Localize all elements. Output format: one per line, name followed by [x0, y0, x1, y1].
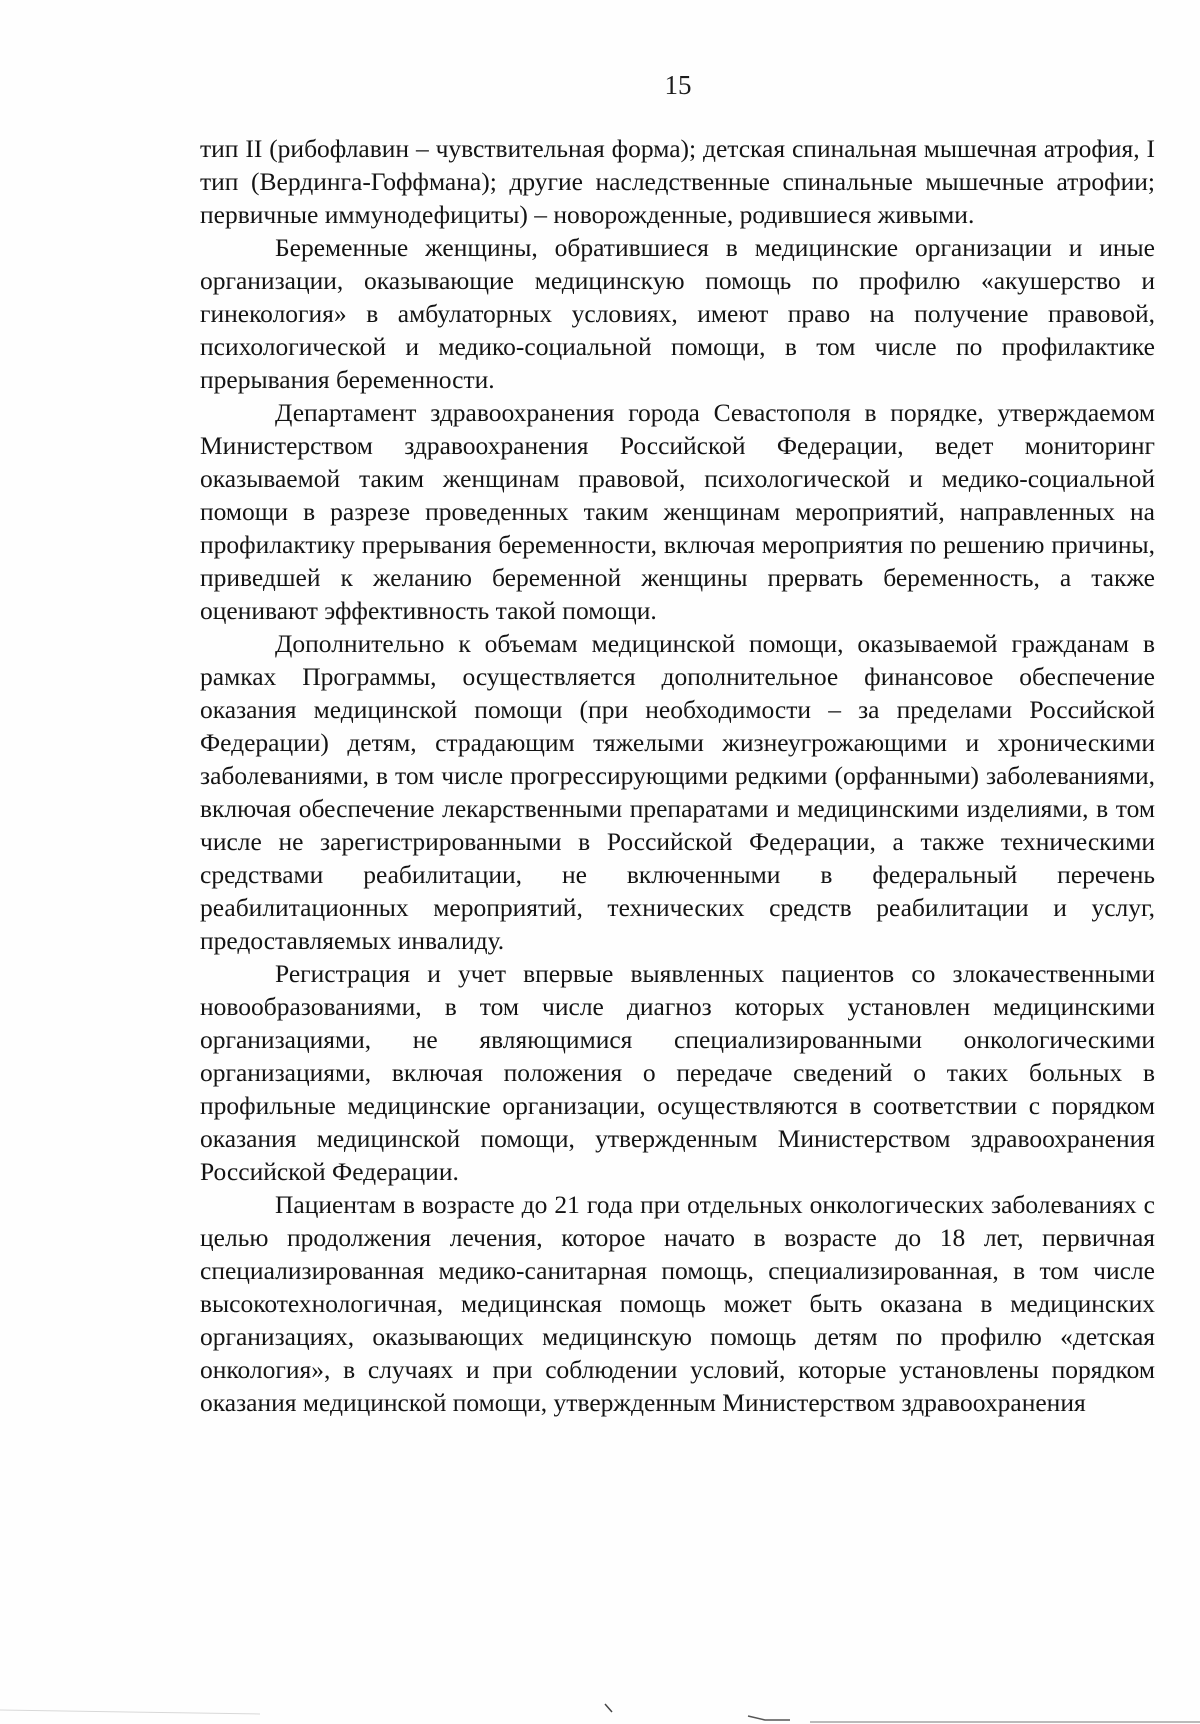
- page-number: 15: [664, 70, 692, 100]
- paragraph-continuation: тип II (рибофлавин – чувствительная форма); детская спинальная мышечная атрофия, I тип (Вердинга-Гоффмана); другие наследственные спинальные мышечные атрофии; первичные иммунодефициты) – новорожденные, родившиеся живыми.: [200, 134, 1155, 229]
- paragraph-patients-under-21: Пациентам в возрасте до 21 года при отдельных онкологических заболеваниях с целью продолжения лечения, которое начато в возрасте до 18 лет, первичная специализированная медико-санитарная помощь, специализированная, в том числе высокотехнологичная, медицинская помощь может быть оказана в медицинских организациях, оказывающих медицинскую помощь детям по профилю «детская онкология», в случаях и при соблюдении условий, которые установлены порядком оказания медицинской помощи, утвержденным Министерством здравоохранения: [200, 1190, 1155, 1417]
- paragraph-pregnant-women: Беременные женщины, обратившиеся в медицинские организации и иные организации, оказывающие медицинскую помощь по профилю «акушерство и гинекология» в амбулаторных условиях, имеют право на получение правовой, психологической и медико-социальной помощи, в том числе по профилактике прерывания беременности.: [200, 233, 1155, 394]
- paragraph-additional-financing: Дополнительно к объемам медицинской помощи, оказываемой гражданам в рамках Программы, осуществляется дополнительное финансовое обеспечение оказания медицинской помощи (при необходимости – за пределами Российской Федерации) детям, страдающим тяжелыми жизнеугрожающими и хроническими заболеваниями, в том числе прогрессирующими редкими (орфанными) заболеваниями, включая обеспечение лекарственными препаратами и медицинскими изделиями, в том числе не зарегистрированными в Российской Федерации, а также техническими средствами реабилитации, не включенными в федеральный перечень реабилитационных мероприятий, технических средств реабилитации и услуг, предоставляемых инвалиду.: [200, 629, 1155, 955]
- scan-edge-artifacts: [0, 1690, 1200, 1724]
- paragraph-health-department: Департамент здравоохранения города Севастополя в порядке, утверждаемом Министерством здравоохранения Российской Федерации, ведет мониторинг оказываемой таким женщинам правовой, психологической и медико-социальной помощи в разрезе проведенных таким женщинам мероприятий, направленных на профилактику прерывания беременности, включая мероприятия по решению причины, приведшей к желанию беременной женщины прервать беременность, а также оценивают эффективность такой помощи.: [200, 398, 1155, 625]
- paragraph-oncology-registration: Регистрация и учет впервые выявленных пациентов со злокачественными новообразованиями, в том числе диагноз которых установлен медицинскими организациями, не являющимися специализированными онкологическими организациями, включая положения о передаче сведений о таких больных в профильные медицинские организации, осуществляются в соответствии с порядком оказания медицинской помощи, утвержденным Министерством здравоохранения Российской Федерации.: [200, 959, 1155, 1186]
- document-body: [200, 132, 1155, 1419]
